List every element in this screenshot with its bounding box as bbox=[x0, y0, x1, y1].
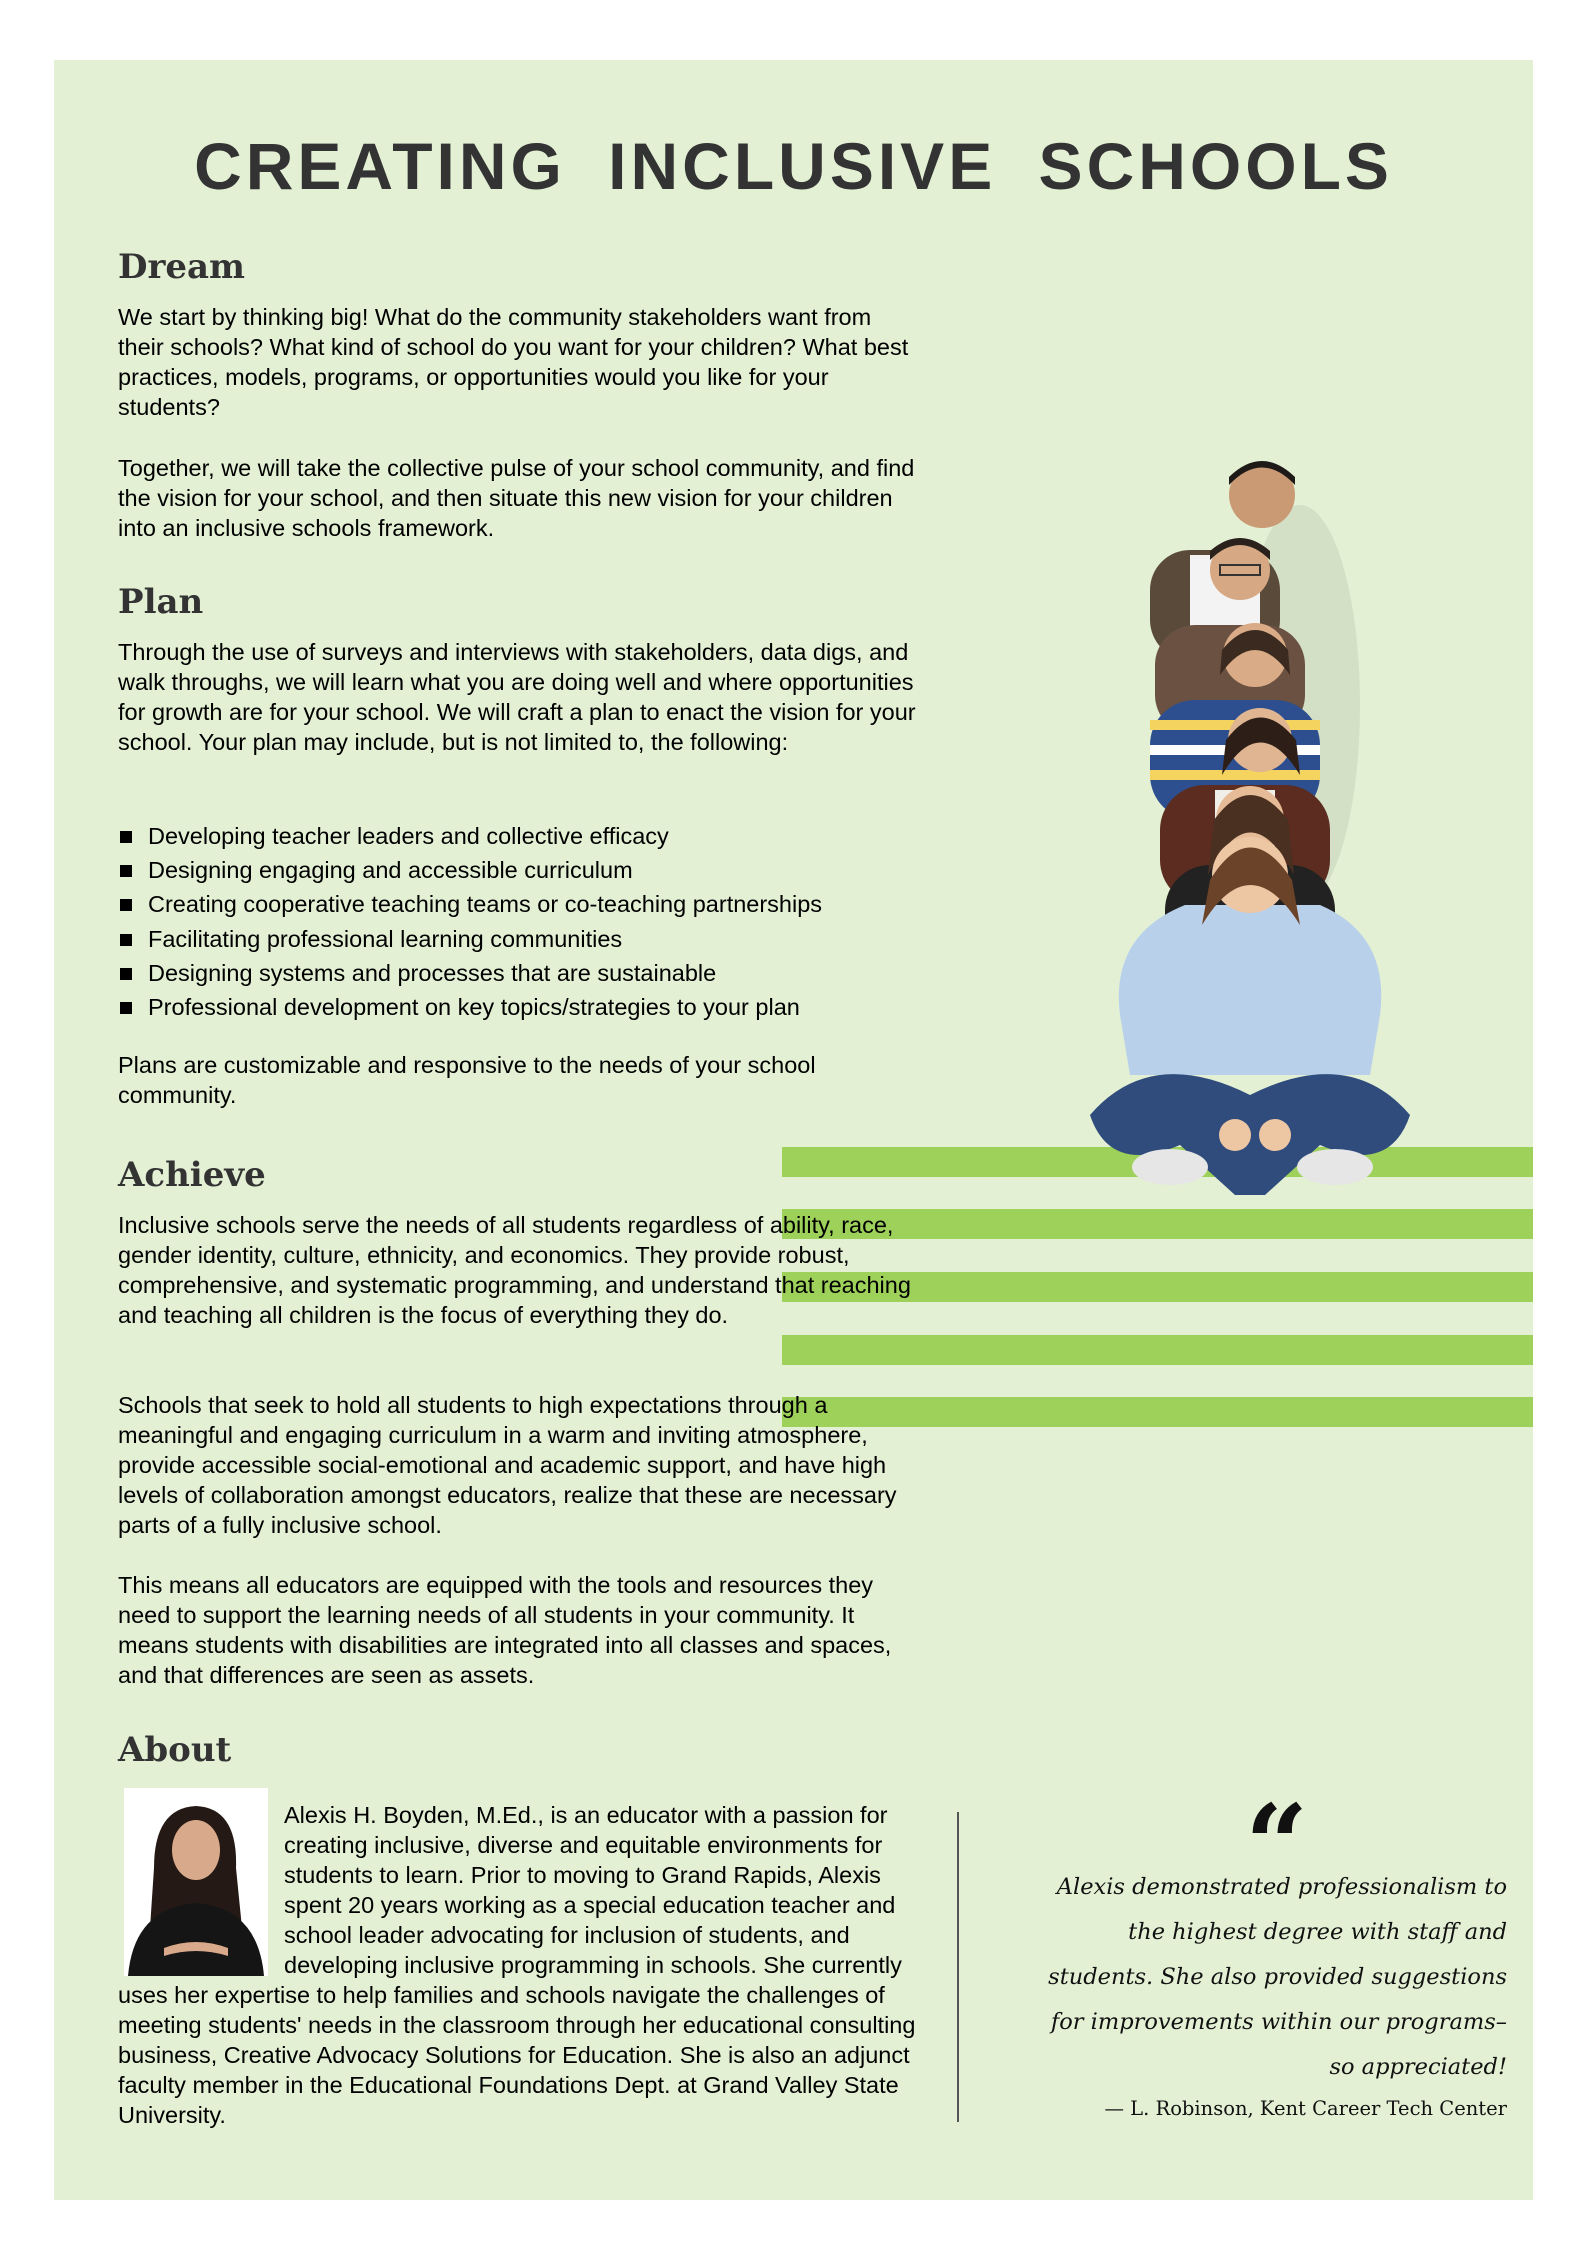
list-item-text: Facilitating professional learning communities bbox=[148, 925, 623, 952]
list-item-text: Creating cooperative teaching teams or co-teaching partnerships bbox=[148, 891, 823, 918]
plan-paragraph-2: Plans are customizable and responsive to the needs of your school community. bbox=[118, 1052, 816, 1108]
students-photo bbox=[1090, 455, 1410, 1255]
plan-list bbox=[118, 819, 822, 1024]
testimonial-attribution: — L. Robinson, Kent Career Tech Center bbox=[1104, 2097, 1507, 2120]
list-item bbox=[118, 819, 822, 853]
dream-heading: Dream bbox=[118, 247, 246, 287]
plan-paragraph-1: Through the use of surveys and interviews with stakeholders, data digs, and walk throughs, we will learn what you are doing well and where opportunities for growth are for your school. We will craft a plan to enact the vision for your school. Your plan may include, but is not limited to, the following: bbox=[118, 639, 916, 755]
list-item bbox=[118, 887, 822, 921]
decorative-stripe bbox=[782, 1335, 1533, 1365]
achieve-heading: Achieve bbox=[118, 1155, 266, 1195]
list-item bbox=[118, 922, 822, 956]
quote-mark-icon: “ bbox=[1245, 1780, 1309, 1909]
list-item-text: Designing systems and processes that are sustainable bbox=[148, 959, 717, 986]
testimonial-quote: Alexis demonstrated professionalism to the highest degree with staff and students. She also provided suggestions for improvements within our programs–so appreciated! bbox=[1048, 1874, 1507, 2080]
achieve-paragraph-3: This means all educators are equipped with the tools and resources they need to support the learning needs of all students in your community. It means students with disabilities are integrated into all classes and spaces, and that differences are seen as assets. bbox=[118, 1572, 892, 1688]
list-item bbox=[118, 853, 822, 887]
vertical-divider bbox=[957, 1812, 959, 2122]
square-bullet-icon bbox=[120, 968, 132, 980]
square-bullet-icon bbox=[120, 831, 132, 843]
achieve-paragraph-1: Inclusive schools serve the needs of all students regardless of ability, race, gender identity, culture, ethnicity, and economics. They provide robust, comprehensive, and systematic programming, and understand that reaching and teaching all children is the focus of everything they do. bbox=[118, 1212, 911, 1328]
about-paragraph bbox=[118, 1800, 918, 2130]
about-heading: About bbox=[118, 1730, 232, 1770]
list-item bbox=[118, 956, 822, 990]
list-item-text: Professional development on key topics/strategies to your plan bbox=[148, 993, 800, 1020]
dream-paragraph-2: Together, we will take the collective pulse of your school community, and find the vision for your school, and then situate this new vision for your children into an inclusive schools framework. bbox=[118, 455, 915, 541]
list-item bbox=[118, 990, 822, 1024]
square-bullet-icon bbox=[120, 865, 132, 877]
square-bullet-icon bbox=[120, 934, 132, 946]
list-item-text: Developing teacher leaders and collective efficacy bbox=[148, 823, 669, 849]
plan-heading: Plan bbox=[118, 582, 204, 622]
page-title: CREATING INCLUSIVE SCHOOLS bbox=[194, 129, 1393, 203]
square-bullet-icon bbox=[120, 1002, 132, 1014]
list-item-text: Designing engaging and accessible curriculum bbox=[148, 857, 633, 884]
square-bullet-icon bbox=[120, 899, 132, 911]
achieve-paragraph-2: Schools that seek to hold all students to high expectations through a meaningful and engaging curriculum in a warm and inviting atmosphere, provide accessible social-emotional and academic support, and have high levels of collaboration amongst educators, realize that these are necessary parts of a fully inclusive school. bbox=[118, 1392, 897, 1538]
portrait-spacer bbox=[118, 1800, 284, 1976]
dream-paragraph-1: We start by thinking big! What do the community stakeholders want from their schools? What kind of school do you want for your children? What best practices, models, programs, or opportunities would you like for your students? bbox=[118, 304, 909, 420]
about-text: Alexis H. Boyden, M.Ed., is an educator with a passion for creating inclusive, diverse and equitable environments for students to learn. Prior to moving to Grand Rapids, Alexis spent 20 years working as a special education teacher and school leader advocating for inclusion of students, and developing inclusive programming in schools. She currently uses her expertise to help families and schools navigate the challenges of meeting students' needs in the classroom through her educational consulting business, Creative Advocacy Solutions for Education. She is also an adjunct faculty member in the Educational Foundations Dept. at Grand Valley State University. bbox=[118, 1802, 916, 2128]
